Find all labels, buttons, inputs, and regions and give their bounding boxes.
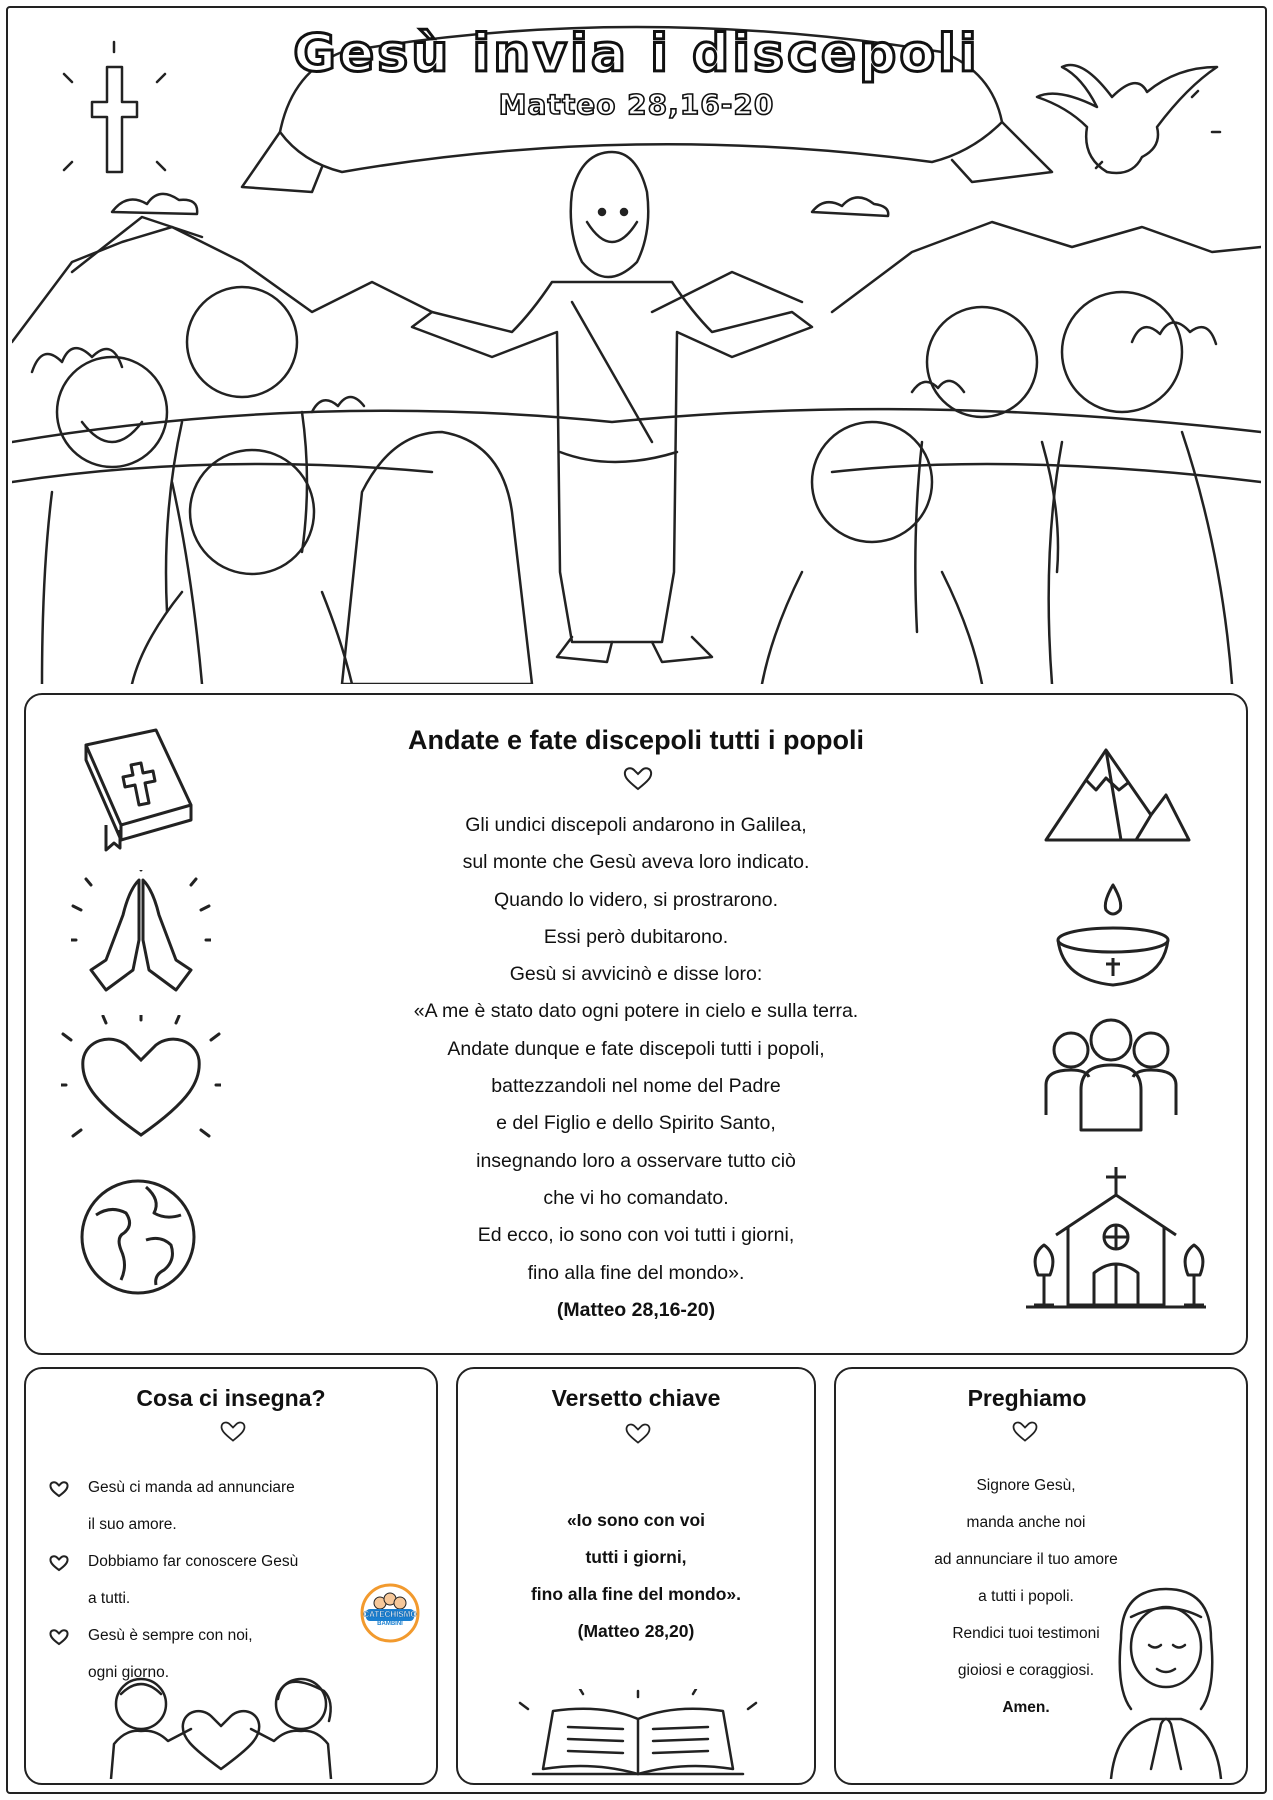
reading-line: Ed ecco, io sono con voi tutti i giorni,: [477, 1224, 795, 1247]
prayer-title: Preghiamo: [967, 1385, 1087, 1411]
cloud-right: [812, 197, 888, 216]
heart-bullet-icon: [48, 1480, 70, 1498]
reading-text: [296, 807, 976, 1329]
heart-icon: [61, 1015, 221, 1155]
prayer-line: Signore Gesù,: [976, 1477, 1076, 1494]
reading-title: Andate e fate discepoli tutti i popoli: [407, 725, 865, 755]
reading-line: sul monte che Gesù aveva loro indicato.: [462, 851, 810, 874]
disciple-right-3: [1049, 292, 1232, 684]
lesson-item-line: a tutti.: [88, 1590, 131, 1607]
key-verse-title: Versetto chiave: [551, 1385, 721, 1411]
heart-outline-icon: [622, 765, 654, 791]
lesson-title: Cosa ci insegna?: [136, 1385, 326, 1411]
reading-reference: (Matteo 28,16-20): [556, 1298, 716, 1321]
reading-line: insegnando loro a osservare tutto ciò: [476, 1149, 796, 1172]
globe-icon: [76, 1175, 201, 1300]
lesson-item-line: Gesù è sempre con noi,: [88, 1627, 253, 1644]
heart-bullet-icon: [48, 1628, 70, 1646]
prayer-amen: Amen.: [1002, 1699, 1050, 1716]
heart-outline-icon: [219, 1419, 247, 1443]
bible-icon: [76, 725, 206, 855]
baptism-bowl-icon: [1051, 880, 1176, 995]
disciple-right-1: [762, 422, 982, 684]
key-verse-line: fino alla fine del mondo».: [530, 1584, 742, 1604]
logo-name: CATECHISMO: [363, 1610, 417, 1619]
praying-hands-icon: [71, 870, 211, 1000]
key-verse-text: [458, 1502, 814, 1650]
prayer-panel: [834, 1367, 1248, 1785]
children-with-heart-illustration: [96, 1669, 346, 1779]
church-icon: [1026, 1165, 1206, 1315]
page-title-reference: Matteo 28,16-20: [498, 88, 775, 121]
mountain-left: [12, 227, 432, 342]
lesson-item-line: Gesù ci manda ad annunciare: [88, 1479, 295, 1496]
reading-box: [24, 693, 1248, 1355]
reading-line: Essi però dubitarono.: [543, 925, 729, 948]
disciple-woman: [342, 432, 532, 684]
reading-line: battezzandoli nel nome del Padre: [491, 1075, 781, 1098]
reading-line: Andate dunque e fate discepoli tutti i popoli,: [447, 1037, 825, 1060]
lesson-item-line: il suo amore.: [88, 1516, 177, 1533]
key-verse-reference: (Matteo 28,20): [577, 1621, 695, 1641]
lesson-item-line: ogni giorno.: [88, 1664, 170, 1681]
prayer-line: a tutti i popoli.: [978, 1588, 1074, 1605]
mountain-right: [832, 222, 1261, 312]
lesson-item-line: Dobbiamo far conoscere Gesù: [88, 1553, 299, 1570]
prayer-line: manda anche noi: [966, 1514, 1086, 1531]
key-verse-line: tutti i giorni,: [585, 1547, 687, 1567]
reading-line: Gesù si avvicinò e disse loro:: [509, 963, 763, 986]
jesus-figure: [412, 152, 812, 662]
key-verse-panel: [456, 1367, 816, 1785]
mountains-icon: [1041, 740, 1191, 850]
people-icon: [1041, 1015, 1181, 1135]
disciple-right-2: [915, 307, 1058, 632]
reading-line: che vi ho comandato.: [543, 1186, 729, 1209]
lesson-list: [46, 1469, 426, 1691]
prayer-line: gioiosi e coraggiosi.: [957, 1662, 1095, 1679]
reading-line: e del Figlio e dello Spirito Santo,: [496, 1112, 776, 1135]
logo-subtitle: BAMBINI: [377, 1621, 403, 1627]
heart-outline-icon: [624, 1421, 652, 1445]
reading-line: Quando lo videro, si prostrarono.: [494, 888, 778, 911]
reading-line: «A me è stato dato ogni potere in cielo e sulla terra.: [413, 1000, 859, 1023]
lesson-item: [46, 1469, 426, 1543]
lesson-panel: [24, 1367, 438, 1785]
key-verse-line: «Io sono con voi: [566, 1510, 706, 1530]
reading-line: Gli undici discepoli andarono in Galilea,: [465, 814, 807, 836]
catechismo-bambini-logo: [360, 1583, 420, 1643]
disciple-left-1: [42, 357, 202, 684]
page-title: Gesù invia i discepoli: [293, 24, 980, 84]
reading-line: fino alla fine del mondo».: [527, 1261, 745, 1284]
cloud-left: [112, 194, 197, 214]
heart-bullet-icon: [48, 1554, 70, 1572]
prayer-line: ad annunciare il tuo amore: [934, 1551, 1118, 1568]
prayer-line: Rendici tuoi testimoni: [952, 1625, 1100, 1642]
praying-girl-illustration: [1091, 1579, 1241, 1779]
open-book-icon: [513, 1689, 763, 1779]
heart-outline-icon: [1011, 1419, 1039, 1443]
